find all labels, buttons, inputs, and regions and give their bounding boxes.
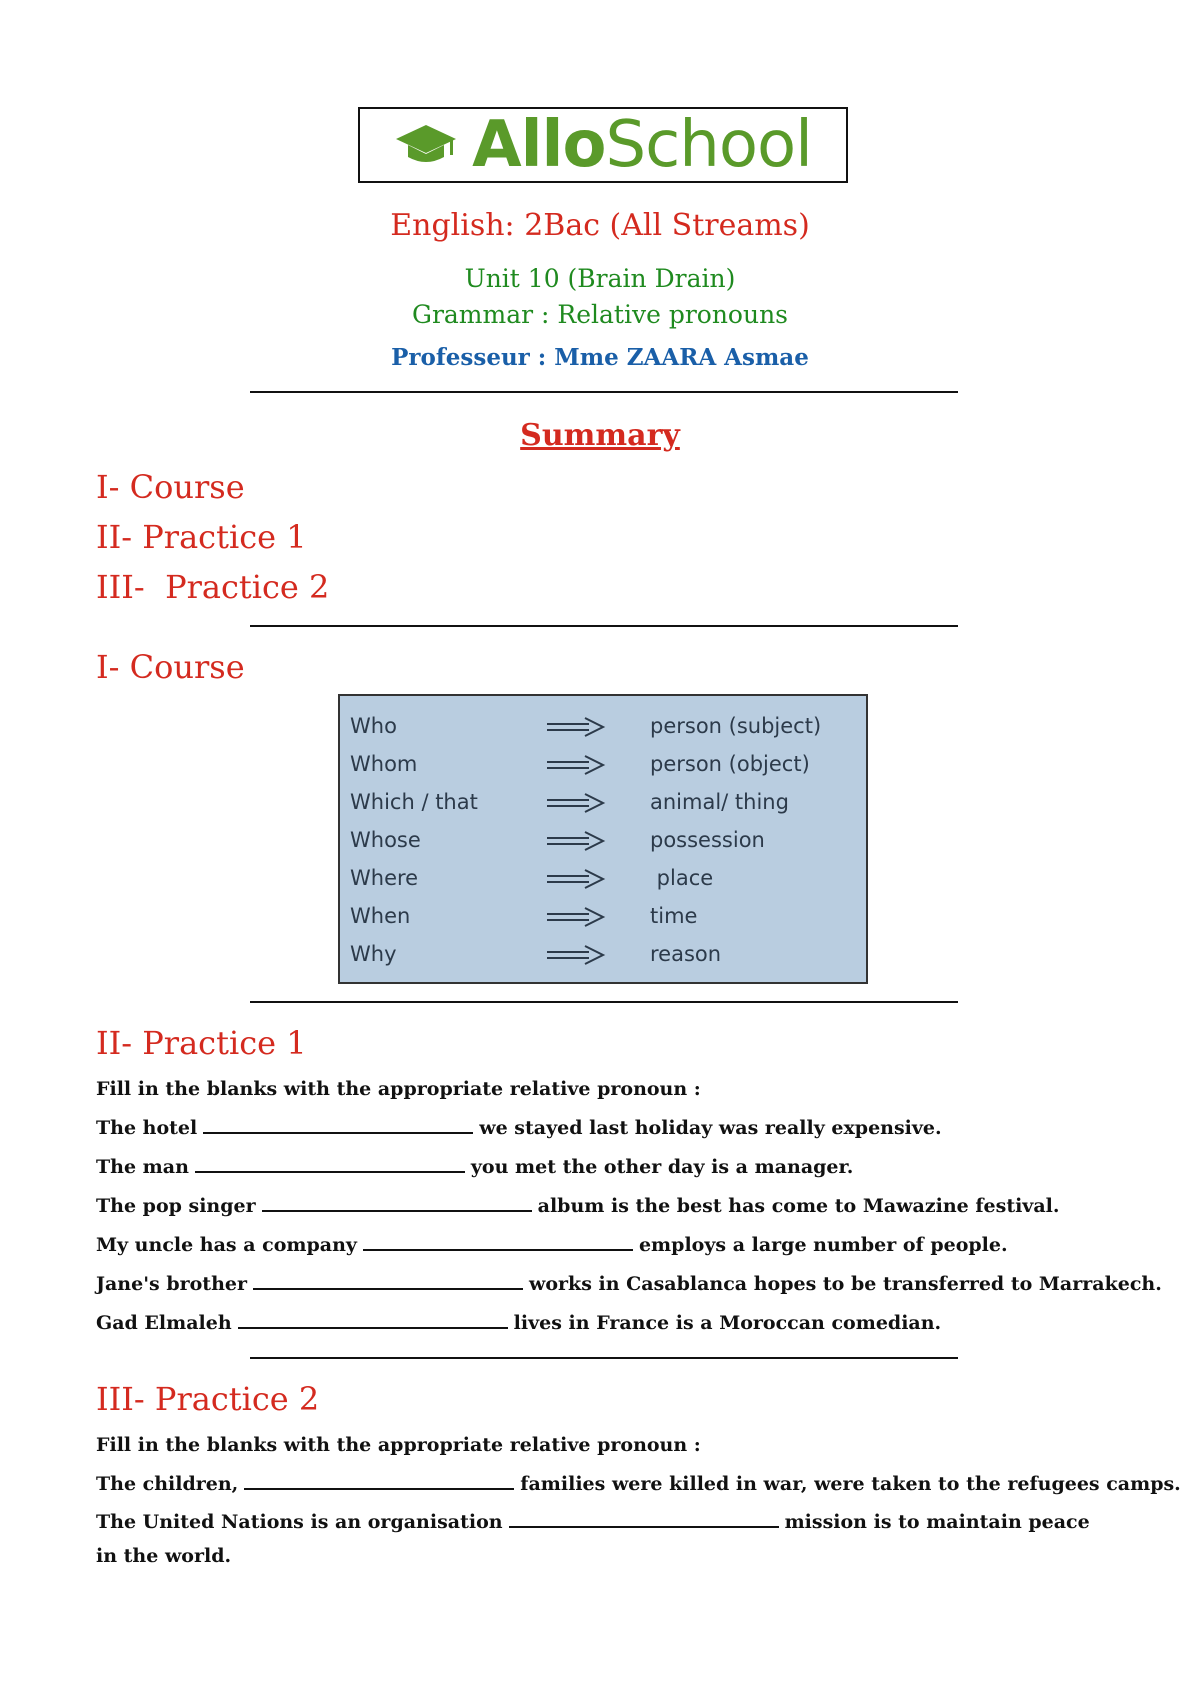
- alloschool-logo: [358, 107, 848, 183]
- table-row: [340, 860, 866, 898]
- pronoun-meaning: possession: [650, 828, 765, 852]
- table-row: [340, 746, 866, 784]
- sentence-start: The man: [96, 1156, 189, 1178]
- practice-1-heading: II- Practice 1: [96, 1024, 307, 1062]
- exercise-sentence: [96, 1234, 1008, 1256]
- pronoun-label: When: [350, 904, 411, 928]
- course-heading: I- Course: [96, 648, 245, 686]
- sentence-end: you met the other day is a manager.: [470, 1156, 854, 1178]
- graduation-cap-icon: [394, 121, 458, 169]
- double-arrow-icon: [545, 868, 607, 890]
- sentence-start: The pop singer: [96, 1195, 256, 1217]
- exercise-sentence: [96, 1195, 1060, 1217]
- divider: [250, 1001, 958, 1003]
- exercise-sentence: [96, 1273, 1162, 1295]
- pronoun-meaning: animal/ thing: [650, 790, 789, 814]
- pronoun-meaning: time: [650, 904, 698, 928]
- logo-wordmark: [472, 108, 812, 182]
- table-row: [340, 708, 866, 746]
- pronoun-label: Which / that: [350, 790, 478, 814]
- pronoun-label: Whose: [350, 828, 421, 852]
- answer-blank[interactable]: [253, 1274, 523, 1290]
- sentence-end: employs a large number of people.: [638, 1234, 1008, 1256]
- answer-blank[interactable]: [509, 1512, 779, 1528]
- sentence-end: works in Casablanca hopes to be transferred to Marrakech.: [529, 1273, 1162, 1295]
- pronoun-meaning: reason: [650, 942, 722, 966]
- logo-light-part: School: [605, 108, 812, 182]
- double-arrow-icon: [545, 754, 607, 776]
- double-arrow-icon: [545, 792, 607, 814]
- summary-heading: Summary: [520, 418, 680, 453]
- pronoun-label: Whom: [350, 752, 418, 776]
- sentence-end: album is the best has come to Mawazine festival.: [537, 1195, 1060, 1217]
- answer-blank[interactable]: [262, 1196, 532, 1212]
- sentence-start: The children,: [96, 1473, 239, 1495]
- practice-1-instruction: Fill in the blanks with the appropriate relative pronoun :: [96, 1078, 701, 1100]
- exercise-sentence: [96, 1505, 1116, 1573]
- sentence-start: Jane's brother: [96, 1273, 247, 1295]
- answer-blank[interactable]: [203, 1118, 473, 1134]
- pronoun-label: Where: [350, 866, 419, 890]
- pronoun-label: Why: [350, 942, 397, 966]
- sentence-end: mission is to maintain peace in the world.: [96, 1511, 1090, 1567]
- sentence-start: My uncle has a company: [96, 1234, 357, 1256]
- table-row: [340, 936, 866, 974]
- sentence-start: The United Nations is an organisation: [96, 1511, 503, 1533]
- summary-item-practice-2: III- Practice 2: [96, 568, 330, 606]
- double-arrow-icon: [545, 944, 607, 966]
- answer-blank[interactable]: [363, 1235, 633, 1251]
- unit-title: Unit 10 (Brain Drain): [464, 264, 736, 293]
- table-row: [340, 898, 866, 936]
- practice-2-heading: III- Practice 2: [96, 1380, 320, 1418]
- answer-blank[interactable]: [244, 1474, 514, 1490]
- pronoun-meaning: person (object): [650, 752, 810, 776]
- double-arrow-icon: [545, 716, 607, 738]
- divider: [250, 1357, 958, 1359]
- pronoun-meaning: person (subject): [650, 714, 822, 738]
- professor-name: Professeur : Mme ZAARA Asmae: [391, 344, 809, 371]
- double-arrow-icon: [545, 830, 607, 852]
- summary-item-course: I- Course: [96, 468, 245, 506]
- sentence-start: Gad Elmaleh: [96, 1312, 232, 1334]
- sentence-end: families were killed in war, were taken to the refugees camps.: [520, 1473, 1181, 1495]
- answer-blank[interactable]: [195, 1157, 465, 1173]
- pronoun-label: Who: [350, 714, 397, 738]
- table-row: [340, 784, 866, 822]
- sentence-end: we stayed last holiday was really expensive.: [479, 1117, 942, 1139]
- summary-item-practice-1: II- Practice 1: [96, 518, 307, 556]
- logo-bold-part: Allo: [472, 108, 606, 182]
- sentence-start: The hotel: [96, 1117, 198, 1139]
- table-row: [340, 822, 866, 860]
- relative-pronouns-table: [338, 694, 868, 984]
- divider: [250, 625, 958, 627]
- document-title: English: 2Bac (All Streams): [390, 208, 810, 243]
- double-arrow-icon: [545, 906, 607, 928]
- divider: [250, 391, 958, 393]
- exercise-sentence: [96, 1473, 1181, 1495]
- grammar-topic: Grammar : Relative pronouns: [411, 300, 789, 329]
- answer-blank[interactable]: [238, 1313, 508, 1329]
- pronoun-meaning: place: [650, 866, 714, 890]
- exercise-sentence: [96, 1156, 853, 1178]
- exercise-sentence: [96, 1117, 942, 1139]
- sentence-end: lives in France is a Moroccan comedian.: [513, 1312, 942, 1334]
- practice-2-instruction: Fill in the blanks with the appropriate relative pronoun :: [96, 1434, 701, 1456]
- exercise-sentence: [96, 1312, 941, 1334]
